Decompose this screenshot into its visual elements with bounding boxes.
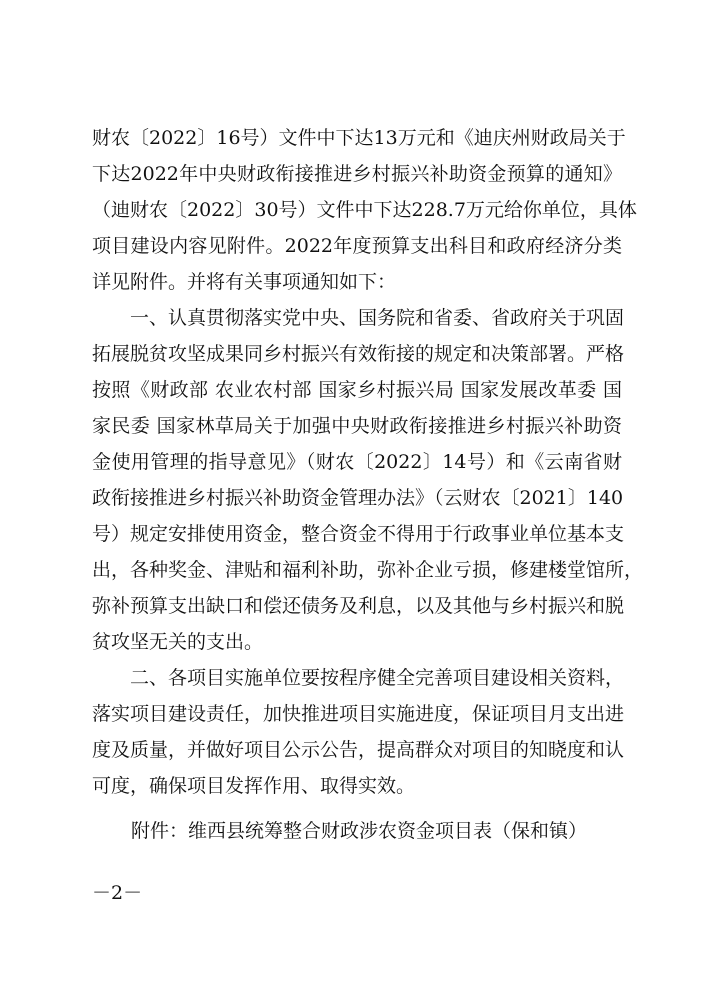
body-line: 详见附件。并将有关事项通知如下： (92, 271, 397, 293)
paragraph-one-line: 一、认真贯彻落实党中央、国务院和省委、省政府关于巩固 (92, 307, 625, 329)
paragraph-two-line: 二、各项目实施单位要按程序健全完善项目建设相关资料， (92, 667, 625, 689)
paragraph-one-line: 按照《财政部 农业农村部 国家乡村振兴局 国家发展改革委 国 (92, 379, 622, 401)
attachment-note: 附件：维西县统筹整合财政涉农资金项目表（保和镇） (131, 820, 588, 842)
paragraph-one-line: 家民委 国家林草局关于加强中央财政衔接推进乡村振兴补助资 (92, 415, 622, 437)
paragraph-one-line: 出，各种奖金、津贴和福利补助，弥补企业亏损，修建楼堂馆所， (92, 559, 644, 581)
body-line: 财农〔2022〕16号）文件中下达13万元和《迪庆州财政局关于 (92, 127, 626, 149)
body-line: 项目建设内容见附件。2022年度预算支出科目和政府经济分类 (92, 235, 622, 257)
page-number: －2－ (92, 882, 143, 904)
paragraph-one-line: 弥补预算支出缺口和偿还债务及利息，以及其他与乡村振兴和脱 (92, 595, 625, 617)
paragraph-one-line: 号）规定安排使用资金，整合资金不得用于行政事业单位基本支 (92, 523, 625, 545)
paragraph-two-line: 落实项目建设责任，加快推进项目实施进度，保证项目月支出进 (92, 703, 625, 725)
paragraph-two-line: 度及质量，并做好项目公示公告，提高群众对项目的知晓度和认 (92, 739, 625, 761)
paragraph-one-line: 贫攻坚无关的支出。 (92, 631, 264, 653)
paragraph-one-line: 拓展脱贫攻坚成果同乡村振兴有效衔接的规定和决策部署。严格 (92, 343, 625, 365)
paragraph-one-line: 政衔接推进乡村振兴补助资金管理办法》（云财农〔2021〕140 (92, 487, 624, 509)
paragraph-two-line: 可度，确保项目发挥作用、取得实效。 (92, 775, 416, 797)
paragraph-one-line: 金使用管理的指导意见》（财农〔2022〕14号）和《云南省财 (92, 451, 622, 473)
body-line: （迪财农〔2022〕30号）文件中下达228.7万元给你单位，具体 (92, 199, 637, 221)
body-line: 下达2022年中央财政衔接推进乡村振兴补助资金预算的通知》 (92, 163, 622, 185)
